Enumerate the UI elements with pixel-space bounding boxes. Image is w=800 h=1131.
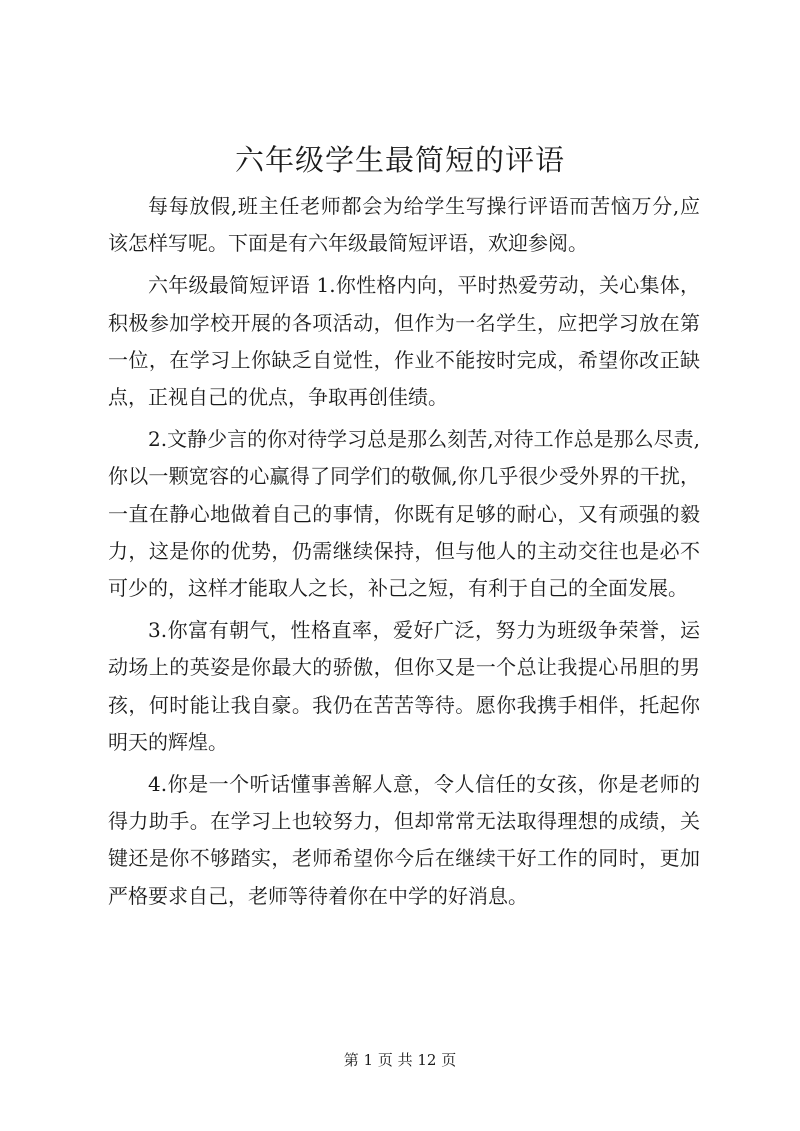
paragraph-comment-4: 4.你是一个听话懂事善解人意，令人信任的女孩，你是老师的得力助手。在学习上也较努力，但却常常无法取得理想的成绩，关键还是你不够踏实，老师希望你今后在继续干好工作的同时，更加严格要求自己，老师等待着你在中学的好消息。 <box>108 772 700 908</box>
paragraph-comment-2: 2.文静少言的你对待学习总是那么刻苦,对待工作总是那么尽责,你以一颗宽容的心赢得了同学们的敬佩,你几乎很少受外界的干扰，一直在静心地做着自己的事情，你既有足够的耐心，又有顽强的毅力，这是你的优势，仍需继续保持，但与他人的主动交往也是必不可少的，这样才能取人之长，补己之短，有利于自己的全面发展。 <box>108 427 700 601</box>
document-body <box>108 188 700 920</box>
paragraph-comment-1: 六年级最简短评语 1.你性格内向，平时热爱劳动，关心集体，积极参加学校开展的各项活动，但作为一名学生，应把学习放在第一位，在学习上你缺乏自觉性，作业不能按时完成，希望你改正缺点，正视自己的优点，争取再创佳绩。 <box>108 273 700 410</box>
page-title: 六年级学生最简短的评语 <box>234 143 565 177</box>
paragraph-intro: 每每放假,班主任老师都会为给学生写操行评语而苦恼万分,应该怎样写呢。下面是有六年级最简短评语，欢迎参阅。 <box>108 194 700 256</box>
page-number-footer: 第 1 页 共 12 页 <box>343 1051 457 1069</box>
paragraph-comment-3: 3.你富有朝气，性格直率，爱好广泛，努力为班级争荣誉，运动场上的英姿是你最大的骄傲，但你又是一个总让我提心吊胆的男孩，何时能让我自豪。我仍在苦苦等待。愿你我携手相伴，托起你明天的辉煌。 <box>108 618 700 754</box>
